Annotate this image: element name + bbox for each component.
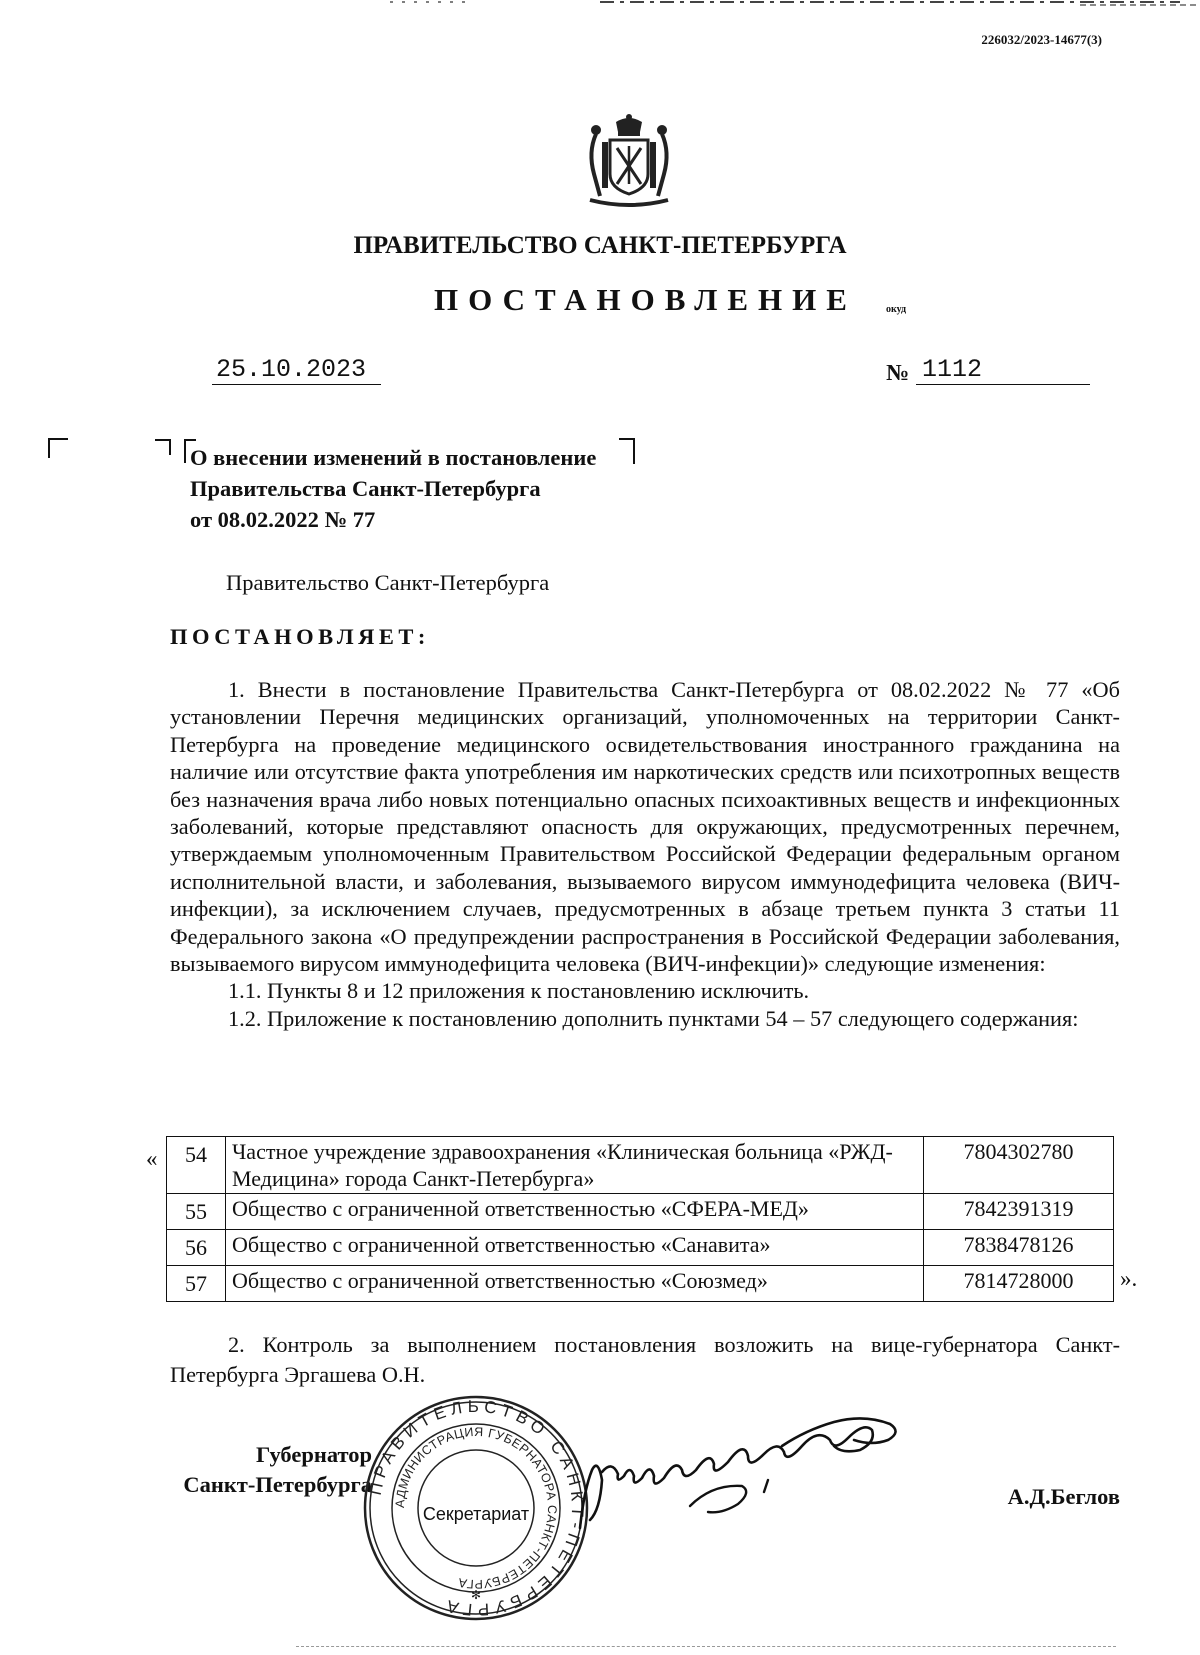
document-subject [190,442,650,535]
subject-line: от 08.02.2022 № 77 [190,507,376,532]
table-row [167,1230,1114,1266]
coat-of-arms-icon [582,112,676,208]
registration-number: 226032/2023-14677(3) [981,32,1102,47]
organization-name: Общество с ограниченной ответственностью «СФЕРА-МЕД» [226,1194,924,1230]
table-row [167,1194,1114,1230]
subject-line: Правительства Санкт-Петербурга [190,476,541,501]
clause-1-2: 1.2. Приложение к постановлению дополнить пунктами 54 – 57 следующего содержания: [228,1005,1079,1031]
seal-inner-text: АДМИНИСТРАЦИЯ ГУБЕРНАТОРА САНКТ-ПЕТЕРБУРГА [392,1424,560,1592]
handwritten-signature [572,1400,912,1530]
svg-text:✻: ✻ [470,1588,482,1602]
row-number: 55 [167,1194,226,1230]
document-date: 25.10.2023 [212,356,381,385]
appendix-table [166,1136,1114,1302]
organization-inn: 7842391319 [924,1194,1114,1230]
organization-name: Общество с ограниченной ответственностью «Санавита» [226,1230,924,1266]
scan-edge-artifact [296,1646,1116,1649]
okud-label: окуд [886,304,907,315]
organization-name: Общество с ограниченной ответственностью «Союзмед» [226,1266,924,1302]
margin-corner-bracket [48,438,68,458]
organization-inn: 7838478126 [924,1230,1114,1266]
row-number: 57 [167,1266,226,1302]
scan-edge-artifact [0,0,1200,12]
organization-inn: 7804302780 [924,1137,1114,1194]
government-title: ПРАВИТЕЛЬСТВО САНКТ-ПЕТЕРБУРГА [353,232,847,259]
row-number: 54 [167,1137,226,1194]
document-type: ПОСТАНОВЛЕНИЕ [434,282,857,317]
signer-title [172,1440,372,1500]
clause-2: 2. Контроль за выполнением постановления возложить на вице-губернатора Санкт-Петербурга Эргашева О.Н. [170,1332,1120,1387]
control-clause [170,1330,1120,1390]
signer-region: Санкт-Петербурга [183,1472,372,1497]
seal-outer-text: ПРАВИТЕЛЬСТВО САНКТ-ПЕТЕРБУРГА [365,1396,588,1620]
clause-1: 1. Внести в постановление Правительства Санкт-Петербурга от 08.02.2022 № 77 «Об установлении Перечня медицинских организаций, уполномоченных на территории Санкт-Петербурга на проведение медицинского освидетельствования иностранного гражданина на наличие или отсутствие факта употребления им наркотических средств или психотропных веществ без назначения врача либо новых потенциально опасных психоактивных веществ и инфекционных заболеваний, которые представляют опасность для окружающих, предусмотренных перечнем, утверждаемым уполномоченным Правительством Российской Федерации федеральным органом исполнительной власти, и заболевания, вызываемого вирусом иммунодефицита человека (ВИЧ-инфекции), за исключением случаев, предусмотренных в абзаце третьем пункта 3 статьи 11 Федерального закона «О предупреждении распространения в Российской Федерации заболевания, вызываемого вирусом иммунодефицита человека (ВИЧ-инфекции)» следующие изменения: [170,677,1120,977]
table-closing-quote: ». [1120,1266,1138,1291]
organization-name: Частное учреждение здравоохранения «Клиническая больница «РЖД-Медицина» города Санкт-Петербурга» [226,1137,924,1194]
seal-center-text: Секретариат [422,1504,530,1524]
title-corner-bracket [155,439,171,455]
issuer: Правительство Санкт-Петербурга [226,570,550,595]
document-body [170,676,1120,1032]
table-opening-quote: « [146,1146,158,1171]
subject-line: О внесении изменений в постановление [190,445,597,470]
signer-name: А.Д.Беглов [1007,1484,1120,1509]
table-row [167,1137,1114,1194]
table-row [167,1266,1114,1302]
document-number: 1112 [916,356,1090,385]
row-number: 56 [167,1230,226,1266]
decrees-heading: ПОСТАНОВЛЯЕТ: [170,624,430,649]
number-sign: № [886,360,910,385]
clause-1-1: 1.1. Пункты 8 и 12 приложения к постановлению исключить. [228,978,810,1004]
organization-inn: 7814728000 [924,1266,1114,1302]
signer-position: Губернатор [255,1442,372,1467]
